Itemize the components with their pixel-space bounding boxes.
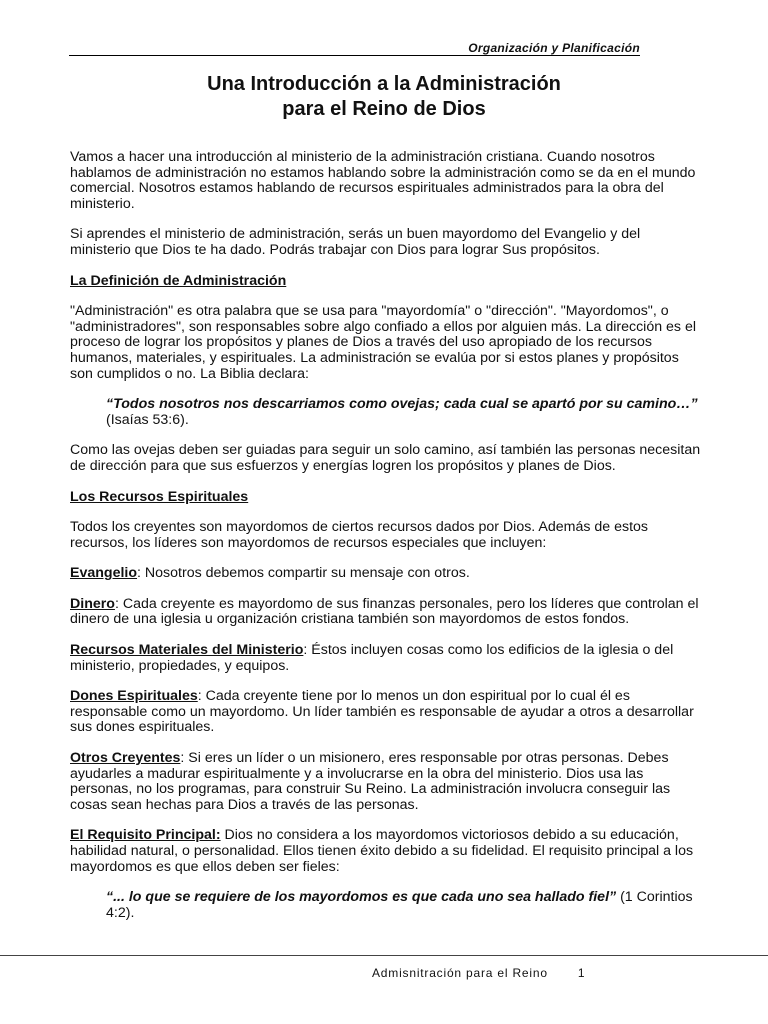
- section-heading-resources: Los Recursos Espirituales: [70, 488, 249, 505]
- resource-term: Recursos Materiales del Ministerio: [70, 642, 304, 659]
- resource-text: : Nosotros debemos compartir su mensaje con otros.: [137, 565, 470, 582]
- running-header: Organización y Planificación: [468, 41, 640, 55]
- title-line-2: para el Reino de Dios: [282, 98, 486, 120]
- page-footer: [372, 966, 585, 980]
- page-title: [0, 72, 768, 122]
- footer-title: Admisnitración para el Reino: [372, 966, 548, 980]
- intro-paragraph-2: Si aprendes el ministerio de administración, serás un buen mayordomo del Evangelio y del ministerio que Dios te ha dado. Podrás trabajar con Dios para lograr Sus propósitos.: [70, 226, 641, 258]
- resource-text: : Éstos incluyen cosas como los edificios de la iglesia o del ministerio, propiedades, y equipos.: [70, 642, 674, 674]
- resource-item-recursos-materiales: [70, 643, 702, 674]
- resource-term: El Requisito Principal:: [70, 827, 221, 844]
- quote-text: “... lo que se requiere de los mayordomos es que cada uno sea hallado fiel”: [106, 889, 617, 906]
- scripture-quote-isaiah: [106, 397, 702, 428]
- resource-item-otros-creyentes: [70, 751, 702, 813]
- title-line-1: Una Introducción a la Administración: [207, 73, 561, 95]
- definition-paragraph: "Administración" es otra palabra que se usa para "mayordomía" o "dirección". "Mayordomos", o "administradores", son responsables sobre algo confiado a ellos por alguien más. La dirección es el proceso de lograr los propósitos y planes de Dios a través del uso apropiado de los recursos humanos, materiales, y espirituales. La administración se evalúa por si estos planes y propósitos son cumplidos o no. La Biblia declara:: [70, 303, 697, 382]
- resource-text: Dios no considera a los mayordomos victoriosos debido a su educación, habilidad natural, o personalidad. Ellos tienen éxito debido a su fidelidad. El requisito principal a los mayordomos es que ellos deben ser fieles:: [70, 827, 694, 875]
- resource-item-dones: [70, 689, 702, 736]
- resource-term: Otros Creyentes: [70, 750, 181, 767]
- quote-reference: (Isaías 53:6).: [106, 411, 189, 428]
- resource-text: : Cada creyente es mayordomo de sus finanzas personales, pero los líderes que controlan el dinero de una iglesia u organización cristiana también son mayordomos de estos fondos.: [70, 595, 699, 628]
- body-content: [70, 150, 702, 936]
- scripture-quote-corintios: [106, 890, 702, 921]
- quote-text: “Todos nosotros nos descarriamos como ovejas; cada cual se apartó por su camino…”: [106, 396, 698, 413]
- definition-paragraph-2: Como las ovejas deben ser guiadas para seguir un solo camino, así también las personas necesitan de dirección para que sus esfuerzos y energías logren los propósitos y planes de Dios.: [70, 442, 701, 474]
- intro-paragraph-1: Vamos a hacer una introducción al ministerio de la administración cristiana. Cuando nosotros hablamos de administración no estamos hablando sobre la administración como se da en el mundo comercial. Nosotros estamos hablando de recursos espirituales administrados para la obra del ministerio.: [70, 149, 696, 212]
- section-heading-definition: La Definición de Administración: [70, 272, 287, 289]
- resource-term: Dinero: [70, 595, 115, 612]
- header-rule: [69, 55, 640, 56]
- footer-rule: [0, 955, 768, 956]
- quote-reference: (1 Corintios 4:2).: [106, 889, 693, 921]
- resource-text: : Si eres un líder o un misionero, eres responsable por otras personas. Debes ayudarles a madurar espiritualmente y a involucrarse en la obra del ministerio. Dios usa las personas, no los programas, para construir Su Reino. La administración involucra conseguir las cosas sean hechas para Dios a través de las personas.: [70, 750, 671, 813]
- resource-item-dinero: [70, 597, 702, 628]
- resource-term: Dones Espirituales: [70, 688, 198, 705]
- resources-intro: Todos los creyentes son mayordomos de ciertos recursos dados por Dios. Además de estos recursos, los líderes son mayordomos de recursos especiales que incluyen:: [70, 519, 649, 551]
- resource-text: : Cada creyente tiene por lo menos un don espiritual por lo cual él es responsable como un mayordomo. Un líder también es responsable de ayudar a otros a desarrollar sus dones espirituales.: [70, 688, 694, 736]
- resource-item-requisito: [70, 828, 702, 875]
- resource-term: Evangelio: [70, 565, 138, 582]
- resource-item-evangelio: [70, 566, 702, 582]
- page-number: 1: [577, 966, 586, 980]
